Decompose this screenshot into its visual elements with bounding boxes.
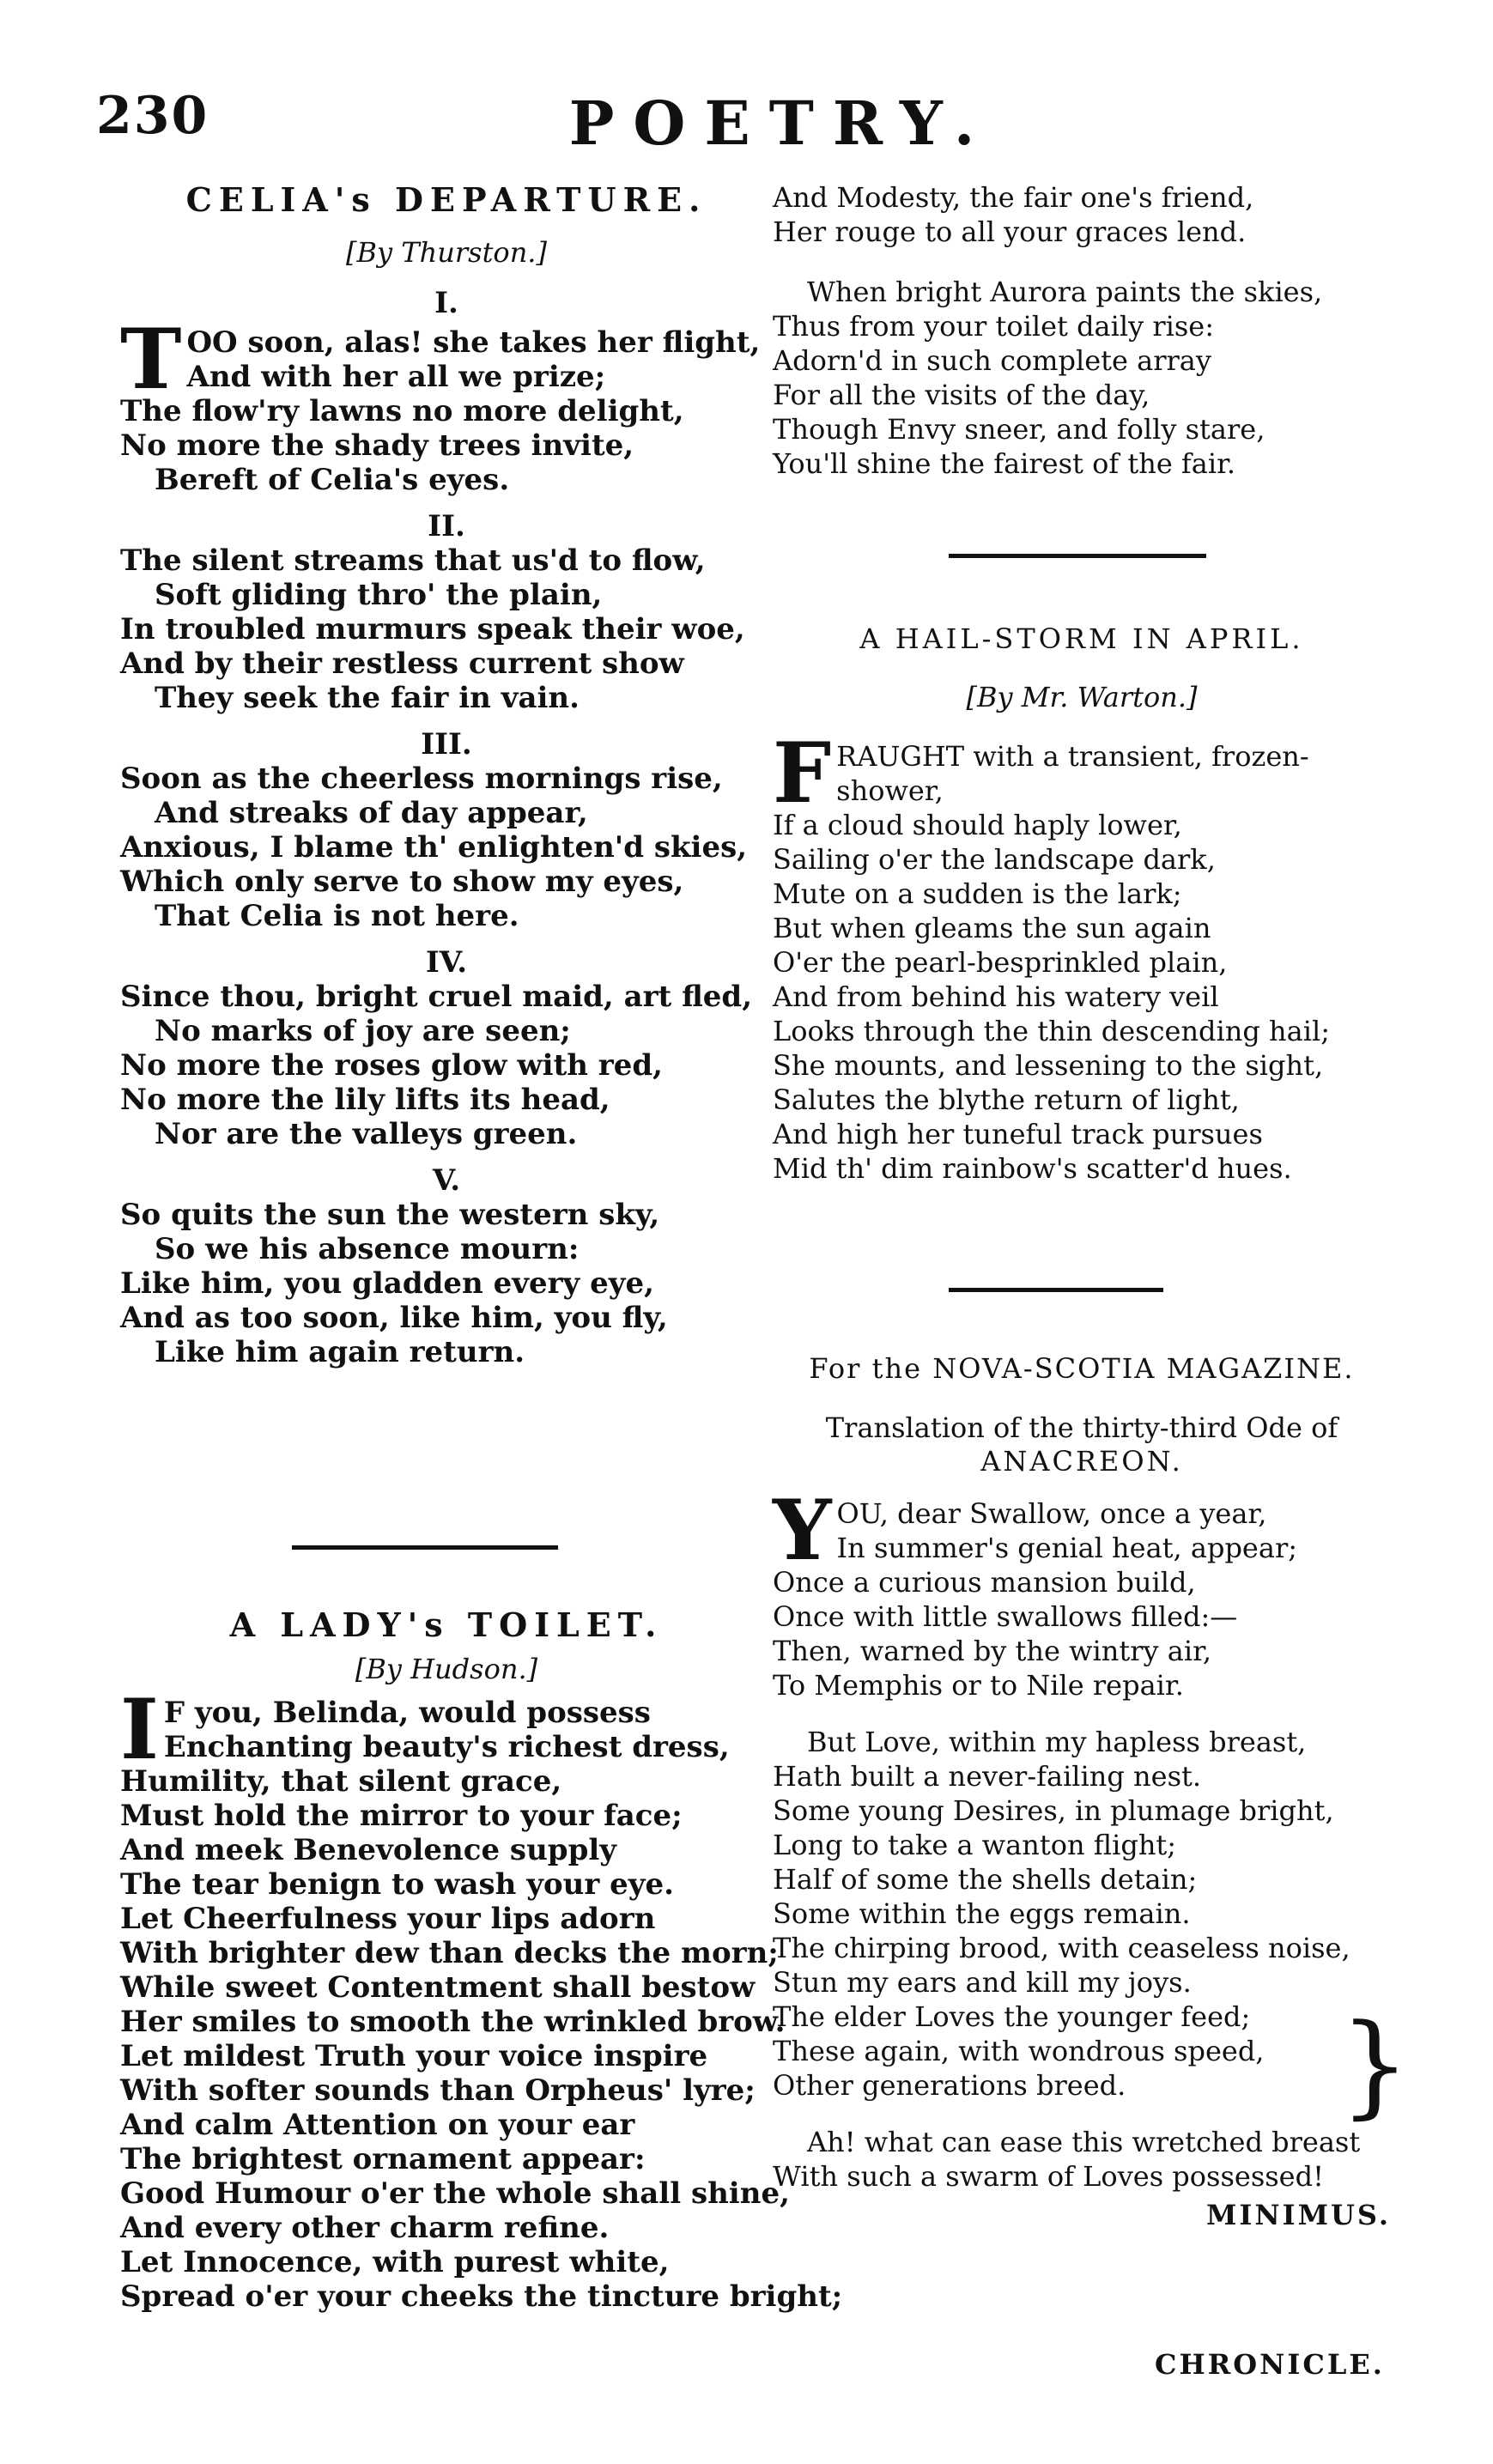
verse-line: Once with little swallows filled:— <box>773 1600 1238 1633</box>
verse-line: The brightest ornament appear: <box>120 2142 646 2176</box>
verse-line: Other generations breed. <box>773 2069 1126 2102</box>
page-number: 230 <box>96 86 209 146</box>
verse-line: Some within the eggs remain. <box>773 1897 1191 1930</box>
subtitle-author: ANACREON. <box>980 1445 1183 1478</box>
magazine-heading: For the NOVA-SCOTIA MAGAZINE. <box>809 1352 1355 1385</box>
verse-line: And by their restless current show <box>120 646 684 681</box>
stanza-numeral: II. <box>428 509 465 543</box>
verse-line: Bereft of Celia's eyes. <box>155 463 510 497</box>
verse-line: Looks through the thin descending hail; <box>773 1015 1330 1047</box>
verse-line: F you, Belinda, would possess <box>163 1696 651 1730</box>
verse-line: With brighter dew than decks the morn; <box>120 1936 779 1970</box>
verse-line: The silent streams that us'd to flow, <box>120 543 706 578</box>
verse-line: To Memphis or to Nile repair. <box>773 1669 1184 1702</box>
verse-line: Long to take a wanton flight; <box>773 1829 1177 1861</box>
verse-line: And from behind his watery veil <box>773 980 1219 1013</box>
verse-line: Once a curious mansion build, <box>773 1566 1196 1599</box>
verse-line: Soft gliding thro' the plain, <box>155 578 603 612</box>
verse-line: The tear benign to wash your eye. <box>120 1867 674 1902</box>
stanza-numeral: IV. <box>425 945 468 980</box>
byline-toilet: [By Hudson.] <box>355 1653 538 1685</box>
verse-line: Some young Desires, in plumage bright, <box>773 1794 1334 1827</box>
verse-line: OO soon, alas! she takes her flight, <box>186 325 761 360</box>
verse-line: Let Cheerfulness your lips adorn <box>120 1902 656 1936</box>
verse-line: You'll shine the fairest of the fair. <box>773 447 1236 480</box>
verse-line: And meek Benevolence supply <box>120 1833 617 1867</box>
verse-line: If a cloud should haply lower, <box>773 809 1182 841</box>
verse-line: These again, with wondrous speed, <box>773 2035 1265 2067</box>
drop-cap: Y <box>773 1482 832 1579</box>
verse-line: And calm Attention on your ear <box>120 2108 635 2142</box>
verse-line: O'er the pearl-besprinkled plain, <box>773 946 1228 979</box>
hailstorm-poem <box>773 622 1391 1186</box>
running-title: POETRY. <box>568 88 994 159</box>
verse-line: Thus from your toilet daily rise: <box>773 310 1215 343</box>
stanza-1 <box>120 311 773 497</box>
poem-title-toilet: A LADY's TOILET. <box>229 1605 664 1644</box>
poem-title-hailstorm: A HAIL-STORM IN APRIL. <box>859 622 1304 655</box>
drop-cap: I <box>120 1681 159 1778</box>
verse-line: And streaks of day appear, <box>155 796 588 830</box>
toilet-continued <box>773 180 1391 481</box>
verse-line: Let Innocence, with purest white, <box>120 2245 670 2279</box>
verse-line: The elder Loves the younger feed; <box>773 2000 1251 2033</box>
verse-line: Half of some the shells detain; <box>773 1863 1198 1896</box>
verse-line: In summer's genial heat, appear; <box>836 1532 1298 1564</box>
verse-line: No more the roses glow with red, <box>120 1048 663 1083</box>
verse-line: Adorn'd in such complete array <box>773 344 1211 377</box>
stanza-3 <box>120 762 773 933</box>
verse-line: Nor are the valleys green. <box>155 1117 578 1151</box>
verse-line: RAUGHT with a transient, frozen- <box>836 740 1309 773</box>
verse-line: OU, dear Swallow, once a year, <box>836 1497 1267 1530</box>
toilet-poem <box>120 1605 843 2314</box>
verse-line: No marks of joy are seen; <box>155 1014 571 1048</box>
verse-line: When bright Aurora paints the skies, <box>807 276 1323 308</box>
byline-hailstorm: [By Mr. Warton.] <box>966 681 1198 713</box>
stanza-numeral: III. <box>421 727 472 762</box>
anacreon-stanza-2 <box>773 1725 1391 2103</box>
anacreon-stanza-3 <box>773 2125 1391 2194</box>
verse-line: Mute on a sudden is the lark; <box>773 877 1182 910</box>
verse-line: Which only serve to show my eyes, <box>120 865 684 899</box>
verse-line: Good Humour o'er the whole shall shine, <box>120 2176 790 2211</box>
verse-line: While sweet Contentment shall bestow <box>120 1970 756 2005</box>
verse-line: Hath built a never-failing nest. <box>773 1760 1202 1793</box>
stanza-4 <box>120 980 773 1151</box>
verse-line: With softer sounds than Orpheus' lyre; <box>120 2073 756 2108</box>
verse-line: The flow'ry lawns no more delight, <box>120 394 684 428</box>
verse-line: And with her all we prize; <box>186 360 606 394</box>
verse-line: Soon as the cheerless mornings rise, <box>120 762 723 796</box>
verse-line: Enchanting beauty's richest dress, <box>163 1730 730 1764</box>
verse-line: For all the visits of the day, <box>773 379 1150 411</box>
verse-line: And Modesty, the fair one's friend, <box>773 181 1254 214</box>
verse-line: Mid th' dim rainbow's scatter'd hues. <box>773 1152 1292 1185</box>
section-divider <box>292 1545 558 1550</box>
section-divider <box>949 1288 1163 1292</box>
verse-line: So we his absence mourn: <box>155 1232 580 1266</box>
verse-line: The chirping brood, with ceaseless noise, <box>773 1932 1350 1964</box>
catchword: CHRONICLE. <box>1155 2348 1385 2381</box>
signature: MINIMUS. <box>1205 2199 1391 2231</box>
verse-line: So quits the sun the western sky, <box>120 1198 660 1232</box>
verse-line: They seek the fair in vain. <box>155 681 580 715</box>
toilet-verse <box>120 1681 843 2314</box>
left-column <box>120 180 773 1369</box>
verse-line: That Celia is not here. <box>155 899 519 933</box>
stanza-5 <box>120 1198 773 1369</box>
verse-line: Humility, that silent grace, <box>120 1764 562 1799</box>
verse-line: But when gleams the sun again <box>773 912 1211 944</box>
verse-line: And every other charm refine. <box>120 2211 610 2245</box>
anacreon-stanza-1 <box>773 1482 1391 1702</box>
verse-line: Ah! what can ease this wretched breast <box>807 2126 1361 2158</box>
verse-line: Like him again return. <box>155 1335 525 1369</box>
verse-line: Then, warned by the wintry air, <box>773 1635 1212 1667</box>
verse-line: In troubled murmurs speak their woe, <box>120 612 745 646</box>
verse-line: Her smiles to smooth the wrinkled brow. <box>120 2005 786 2039</box>
verse-line: Anxious, I blame th' enlighten'd skies, <box>120 830 748 865</box>
verse-line: shower, <box>836 774 944 807</box>
stanza-numeral: V. <box>432 1163 461 1198</box>
drop-cap: F <box>773 725 832 822</box>
anacreon-poem <box>773 1352 1391 2231</box>
verse-line: Spread o'er your cheeks the tincture bright; <box>120 2279 843 2314</box>
subtitle-line: Translation of the thirty-third Ode of <box>825 1411 1338 1444</box>
verse-line: But Love, within my hapless breast, <box>807 1726 1307 1758</box>
poem-title-celia: CELIA's DEPARTURE. <box>185 180 707 219</box>
verse-line: No more the lily lifts its head, <box>120 1083 610 1117</box>
verse-line: Since thou, bright cruel maid, art fled, <box>120 980 753 1014</box>
byline-celia: [By Thurston.] <box>346 236 547 269</box>
verse-line: Salutes the blythe return of light, <box>773 1083 1240 1116</box>
stanza-numeral: I. <box>434 286 458 320</box>
verse-line: No more the shady trees invite, <box>120 428 634 463</box>
verse-line: Her rouge to all your graces lend. <box>773 215 1247 248</box>
section-divider <box>949 554 1206 558</box>
verse-line: And as too soon, like him, you fly, <box>120 1301 668 1335</box>
stanza-2 <box>120 543 773 715</box>
verse-line: She mounts, and lessening to the sight, <box>773 1049 1324 1082</box>
verse-line: Must hold the mirror to your face; <box>120 1799 683 1833</box>
verse-line: Let mildest Truth your voice inspire <box>120 2039 708 2073</box>
verse-line: And high her tuneful track pursues <box>773 1118 1263 1150</box>
verse-line: Though Envy sneer, and folly stare, <box>773 413 1265 446</box>
verse-line: With such a swarm of Loves possessed! <box>773 2160 1324 2193</box>
drop-cap: T <box>120 311 182 408</box>
verse-line: Sailing o'er the landscape dark, <box>773 843 1216 876</box>
hailstorm-verse <box>773 725 1391 1186</box>
triplet-brace: } <box>1339 2000 1411 2130</box>
verse-line: Like him, you gladden every eye, <box>120 1266 654 1301</box>
verse-line: Stun my ears and kill my joys. <box>773 1966 1192 1999</box>
